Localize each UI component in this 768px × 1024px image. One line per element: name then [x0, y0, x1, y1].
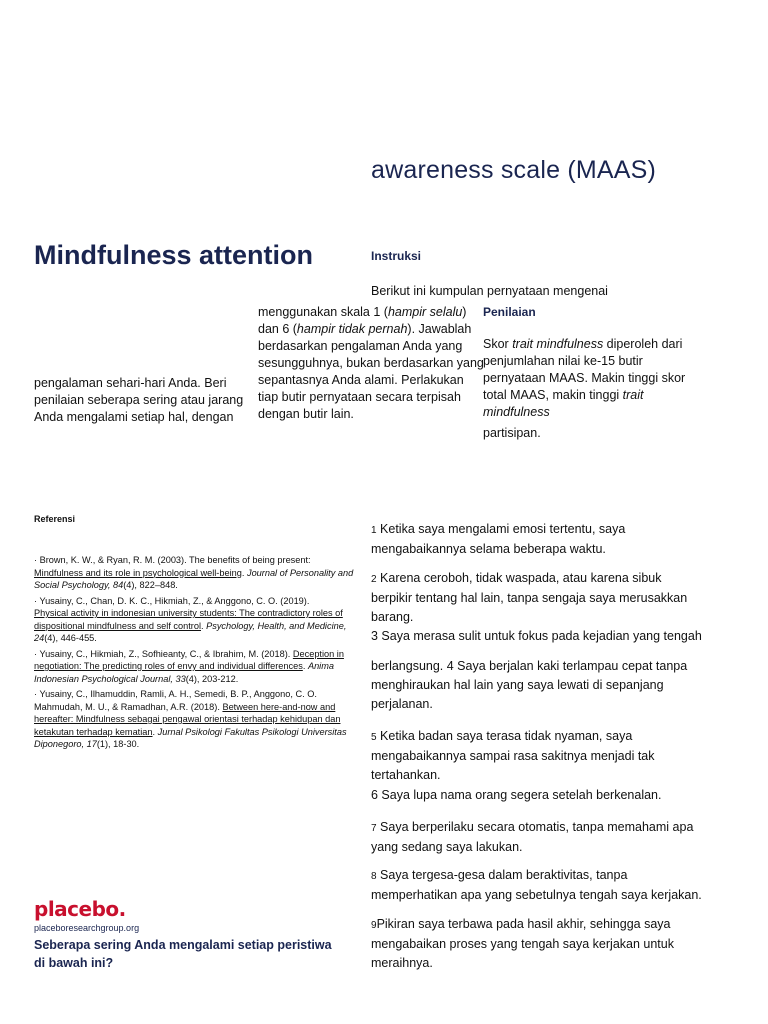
instruksi-column-middle [258, 304, 484, 423]
item-9 [371, 915, 701, 973]
penilaian-a-italic: trait mindfulness [512, 337, 604, 351]
item-text: 6 Saya lupa nama orang segera setelah berkenalan. [371, 788, 662, 802]
reference-issue: (4), 203-212. [185, 673, 239, 684]
penilaian-b: diperoleh dari penjumlahan nilai ke-15 butir pernyataan MAAS. Makin tinggi skor total MAAS, makin tinggi [483, 337, 686, 402]
penilaian-a: Skor [483, 337, 513, 351]
reference-item: · Yusainy, C., Hikmiah, Z., Sofhieanty, C., & Ibrahim, M. (2018). Deception in negotiation: The predicting roles of envy and individual differences. Anima Indonesian Psychological Journal, 33(4), 203-212. [34, 648, 344, 684]
reference-authors: · Yusainy, C., Ilhamuddin, Ramli, A. H., Semedi, B. P., Anggono, C. O. Mahmudah, M. U., & Ramadhan, A.R. (2018). [34, 689, 317, 712]
instruksi-column-left: pengalaman sehari-hari Anda. Beri penilaian seberapa sering atau jarang Anda mengalami setiap hal, dengan [34, 376, 244, 424]
item-text: Ketika saya mengalami emosi tertentu, saya mengabaikannya selama beberapa waktu. [371, 522, 626, 556]
reference-list [34, 554, 362, 754]
reference-title-link[interactable]: Mindfulness and its role in psychological well-being [34, 567, 242, 578]
reference-journal: Jurnal Psikologi Fakultas Psikologi Universitas Diponegoro, 17 [34, 726, 347, 749]
item-number: 9 [371, 920, 377, 931]
item-text: 3 Saya merasa sulit untuk fokus pada kejadian yang tengah [371, 629, 702, 643]
item-2 [371, 569, 701, 627]
page-title: Mindfulness attention [34, 240, 313, 270]
item-text: Pikiran saya terbawa pada hasil akhir, sehingga saya mengabaikan proses yang tengah saya kerjakan untuk meraihnya. [371, 917, 674, 970]
item-text: Karena ceroboh, tidak waspada, atau karena sibuk berpikir tentang hal lain, tanpa sengaja saya merusakkan barang. [371, 571, 688, 624]
reference-authors: · Brown, K. W., & Ryan, R. M. (2003). The benefits of being present: [34, 555, 311, 565]
reference-issue: (1), 18-30. [96, 739, 140, 749]
reference-issue: (4), 822–848. [123, 580, 178, 590]
item-1 [371, 520, 701, 559]
instruksi-mid-c: ). Jawablah berdasarkan pengalaman Anda yang sesungguhnya, bukan berdasarkan yang sepantasnya Anda alami. Perlakukan tiap butir pernyataan secara terpisah dengan butir lain. [258, 322, 484, 421]
reference-journal: Psychology, Health, and Medicine, 24 [34, 620, 347, 643]
item-number: 7 [371, 823, 377, 834]
item-number: 2 [371, 574, 377, 585]
reference-item: · Brown, K. W., & Ryan, R. M. (2003). The benefits of being present: Mindfulness and its role in psychological well-being. Journal of Personality and Social Psychology, 84(4), 822–848. [34, 555, 354, 590]
reference-title-link[interactable]: Deception in negotiation: The predicting roles of envy and individual differences [34, 648, 344, 671]
reference-item: · Yusainy, C., Chan, D. K. C., Hikmiah, Z., & Anggono, C. O. (2019). Physical activity in indonesian university students: The contradictory roles of dispositional mindfulness and self control. Psychology, Health, and Medicine, 24(4), 446-455. [34, 595, 347, 643]
item-number: 1 [371, 525, 377, 536]
reference-journal: Journal of Personality and Social Psychology, 84 [34, 567, 354, 590]
reference-title-link[interactable]: Between here-and-now and hereafter: Mindfulness sebagai pengawal orientasi terhadap kehidupan dan ketakutan terhadap kematian [34, 701, 341, 737]
penilaian-b-italic: trait mindfulness [483, 388, 644, 419]
item-text: Saya tergesa-gesa dalam beraktivitas, tanpa memperhatikan apa yang sebetulnya tengah saya kerjakan. [371, 868, 702, 902]
instruksi-mid-a: menggunakan skala 1 ( [258, 305, 388, 319]
item-text: berlangsung. 4 Saya berjalan kaki terlampau cepat tanpa menghiraukan hal lain yang saya lewati di sepanjang perjalanan. [371, 659, 688, 711]
reference-journal: Anima Indonesian Psychological Journal, 33 [34, 661, 334, 684]
reference-item: · Yusainy, C., Ilhamuddin, Ramli, A. H., Semedi, B. P., Anggono, C. O. Mahmudah, M. U., & Ramadhan, A.R. (2018). Between here-and-now and hereafter: Mindfulness sebagai pengawal orientasi terhadap kehidupan dan ketakutan terhadap kematian. Jurnal Psikologi Fakultas Psikologi Universitas Diponegoro, 17(1), 18-30. [34, 689, 347, 749]
penilaian-text [483, 336, 698, 421]
item-4 [371, 657, 701, 714]
instruksi-heading: Instruksi [371, 249, 422, 263]
referensi-heading: Referensi [34, 514, 76, 524]
item-text: Saya berperilaku secara otomatis, tanpa memahami apa yang sedang saya lakukan. [371, 820, 694, 854]
instruksi-intro: Berikut ini kumpulan pernyataan mengenai [371, 284, 608, 298]
item-number: 8 [371, 871, 377, 882]
item-3 [371, 627, 716, 646]
instruksi-mid-b-italic: hampir tidak pernah [296, 322, 408, 336]
reference-title-link[interactable]: Physical activity in indonesian university students: The contradictory roles of dispositional mindfulness and self control [34, 608, 343, 631]
question-text: Seberapa sering Anda mengalami setiap peristiwa di bawah ini? [34, 938, 332, 970]
item-5 [371, 727, 701, 785]
logo-url[interactable]: placeboresearchgroup.org [34, 923, 140, 933]
placebo-logo: placebo. [34, 897, 126, 921]
penilaian-tail: partisipan. [483, 426, 541, 440]
reference-issue: (4), 446-455. [44, 633, 97, 643]
item-8 [371, 866, 716, 905]
instruksi-mid-a-italic: hampir selalu [387, 305, 463, 319]
item-number: 5 [371, 732, 377, 743]
item-7 [371, 818, 716, 857]
item-6 [371, 786, 701, 805]
instruksi-mid-b: ) dan 6 ( [258, 305, 467, 336]
title-line-2: awareness scale (MAAS) [371, 156, 657, 184]
reference-authors: · Yusainy, C., Chan, D. K. C., Hikmiah, Z., & Anggono, C. O. (2019). [34, 595, 310, 606]
item-text: Ketika badan saya terasa tidak nyaman, saya mengabaikannya sampai rasa sakitnya menjadi tak tertahankan. [371, 729, 655, 782]
reference-authors: · Yusainy, C., Hikmiah, Z., Sofhieanty, C., & Ibrahim, M. (2018). [34, 648, 293, 659]
penilaian-heading: Penilaian [483, 305, 536, 319]
